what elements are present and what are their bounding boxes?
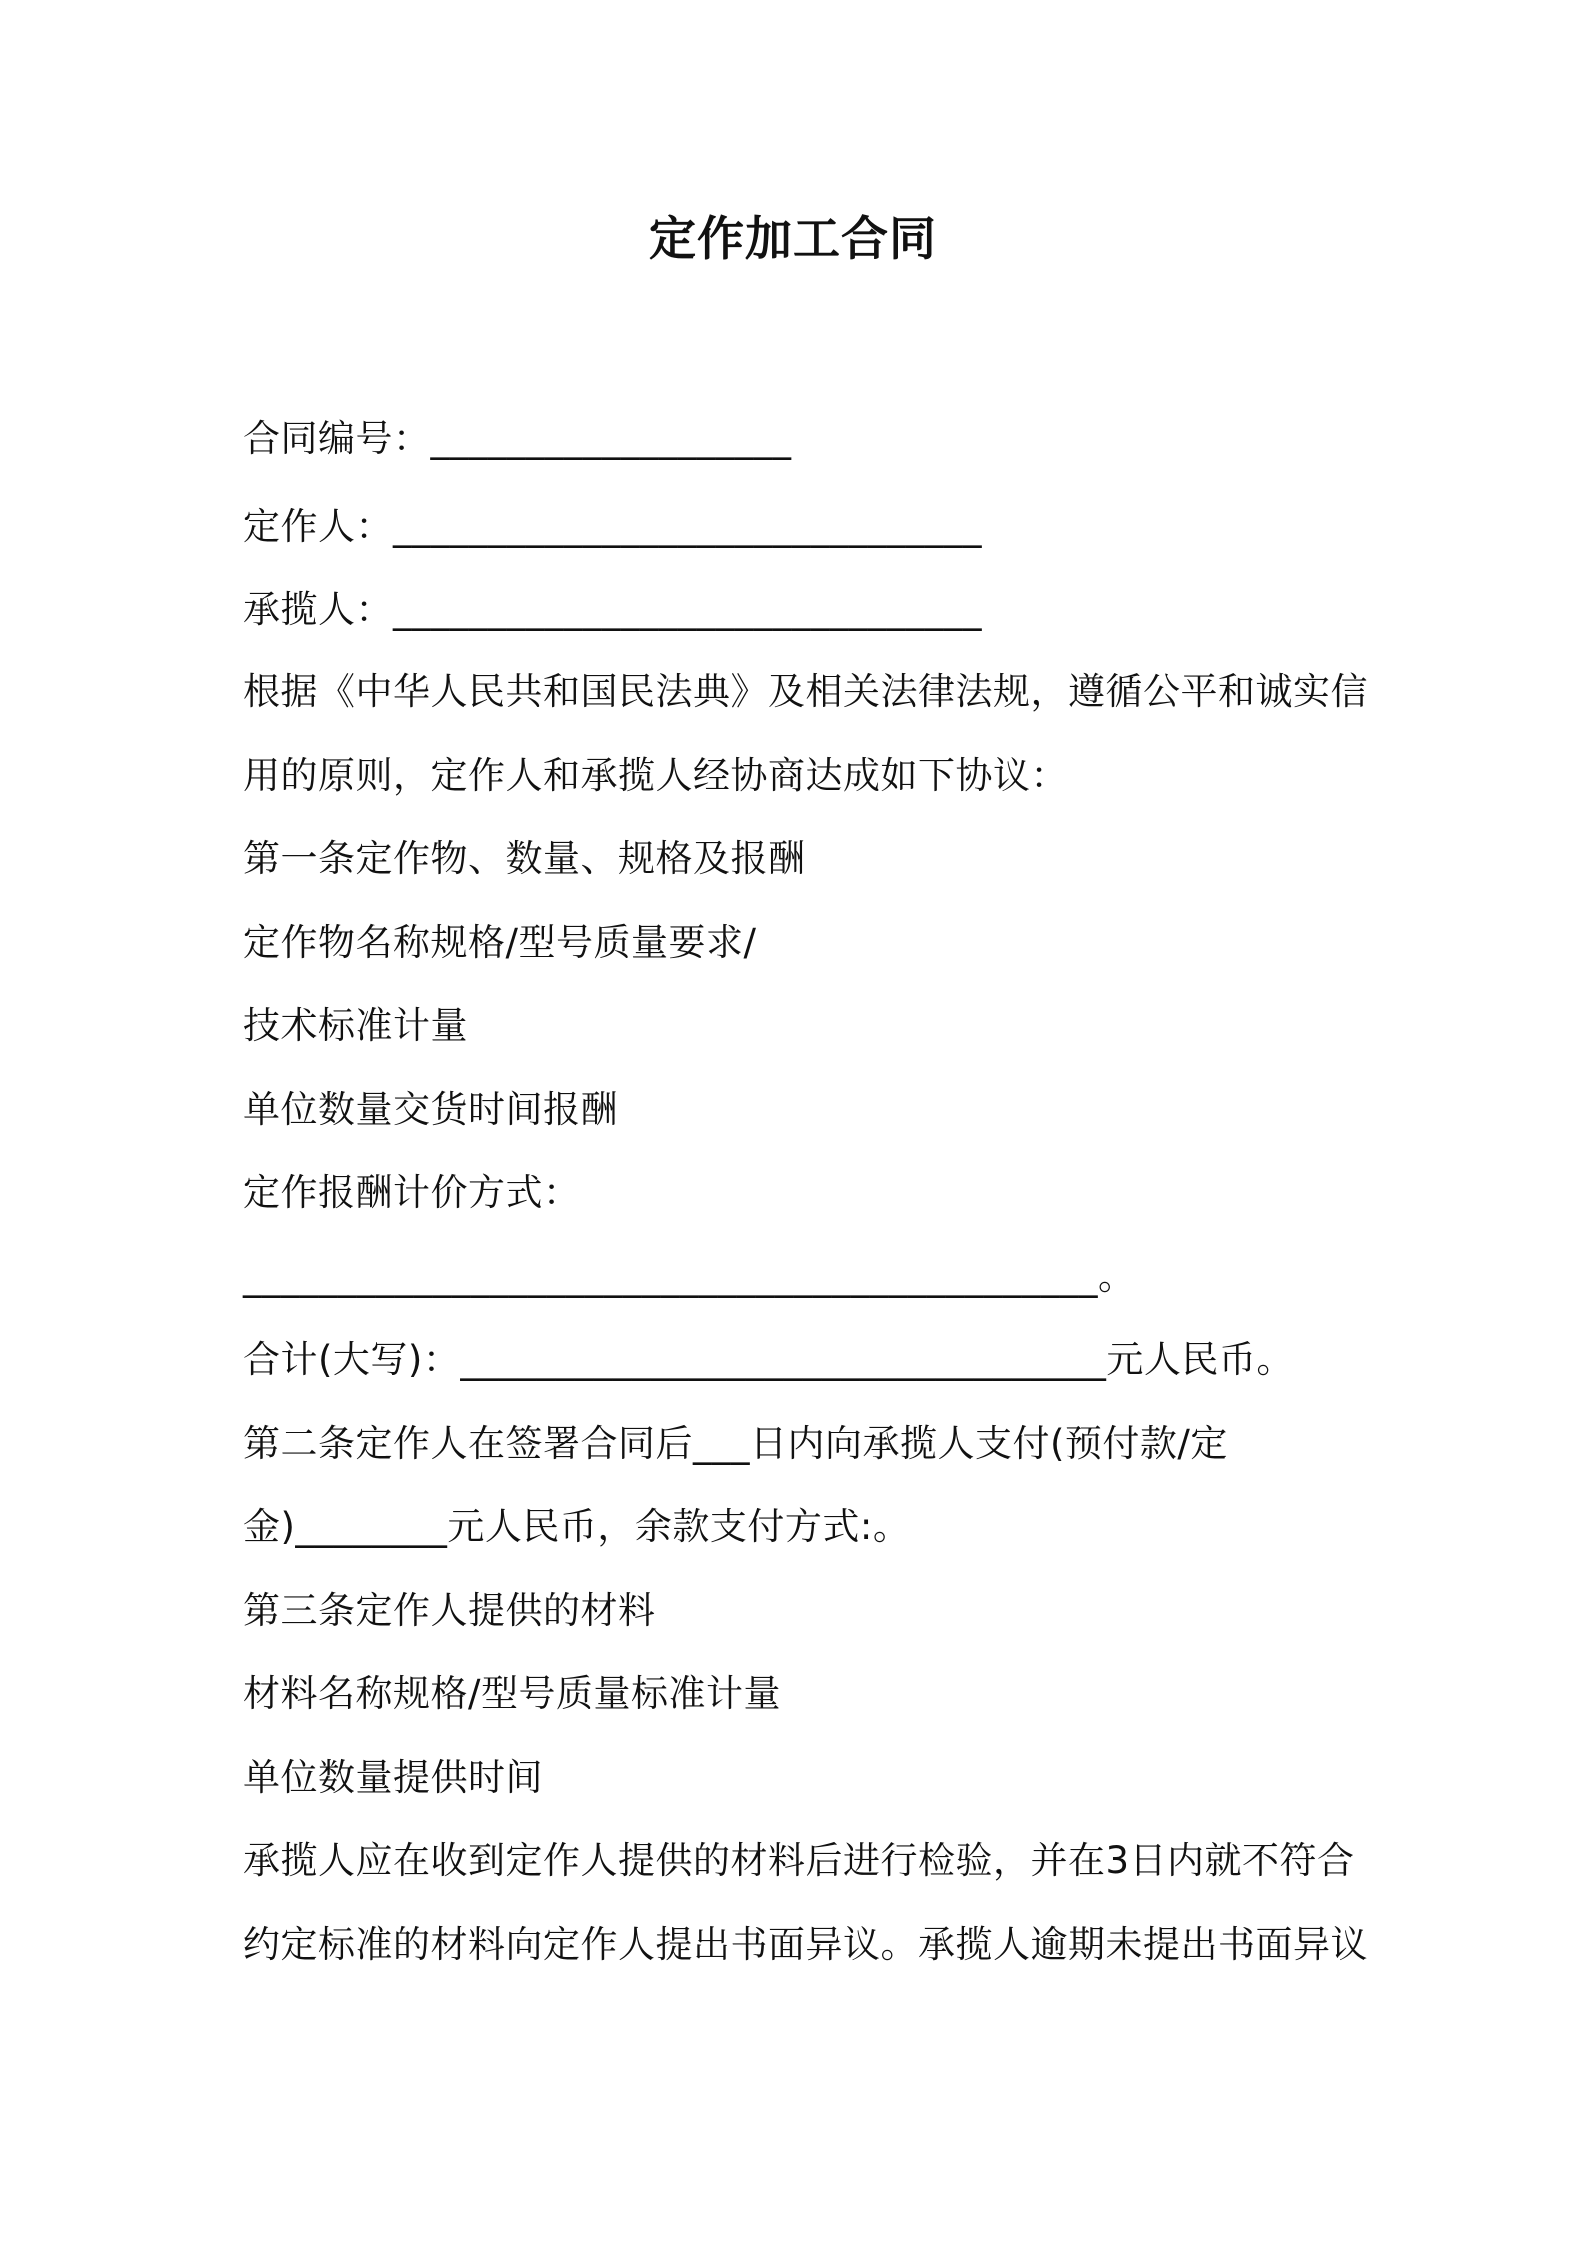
preamble-line-1: 根据《中华人民共和国民法典》及相关法律法规，遵循公平和诚实信 xyxy=(243,670,1368,713)
article-3-heading: 第三条定作人提供的材料 xyxy=(243,1589,656,1632)
article-1-columns-1: 定作物名称规格/型号质量要求/ xyxy=(243,921,757,964)
contractor-line: 承揽人：_______________________________ xyxy=(243,588,982,631)
inspection-line-2: 约定标准的材料向定作人提出书面异议。承揽人逾期未提出书面异议 xyxy=(243,1923,1368,1966)
article-3-columns-2: 单位数量提供时间 xyxy=(243,1756,543,1799)
pricing-method-label: 定作报酬计价方式： xyxy=(243,1171,581,1214)
orderer-line: 定作人：_______________________________ xyxy=(243,505,982,548)
article-3-columns-1: 材料名称规格/型号质量标准计量 xyxy=(243,1672,781,1715)
article-1-heading: 第一条定作物、数量、规格及报酬 xyxy=(243,837,806,880)
inspection-line-1: 承揽人应在收到定作人提供的材料后进行检验，并在3日内就不符合 xyxy=(243,1839,1355,1882)
contract-number-line: 合同编号：___________________ xyxy=(243,417,792,460)
pricing-method-blank: _____________________________________________。 xyxy=(243,1255,1136,1298)
article-1-columns-2: 技术标准计量 xyxy=(243,1004,468,1047)
total-amount-line: 合计(大写)：__________________________________元人民币。 xyxy=(243,1338,1294,1381)
preamble-line-2: 用的原则，定作人和承揽人经协商达成如下协议： xyxy=(243,754,1068,797)
document-title: 定作加工合同 xyxy=(649,212,937,267)
article-2-line-1: 第二条定作人在签署合同后___日内向承揽人支付(预付款/定 xyxy=(243,1422,1228,1465)
article-2-line-2: 金)________元人民币，余款支付方式:。 xyxy=(243,1505,911,1548)
article-1-columns-3: 单位数量交货时间报酬 xyxy=(243,1088,618,1131)
